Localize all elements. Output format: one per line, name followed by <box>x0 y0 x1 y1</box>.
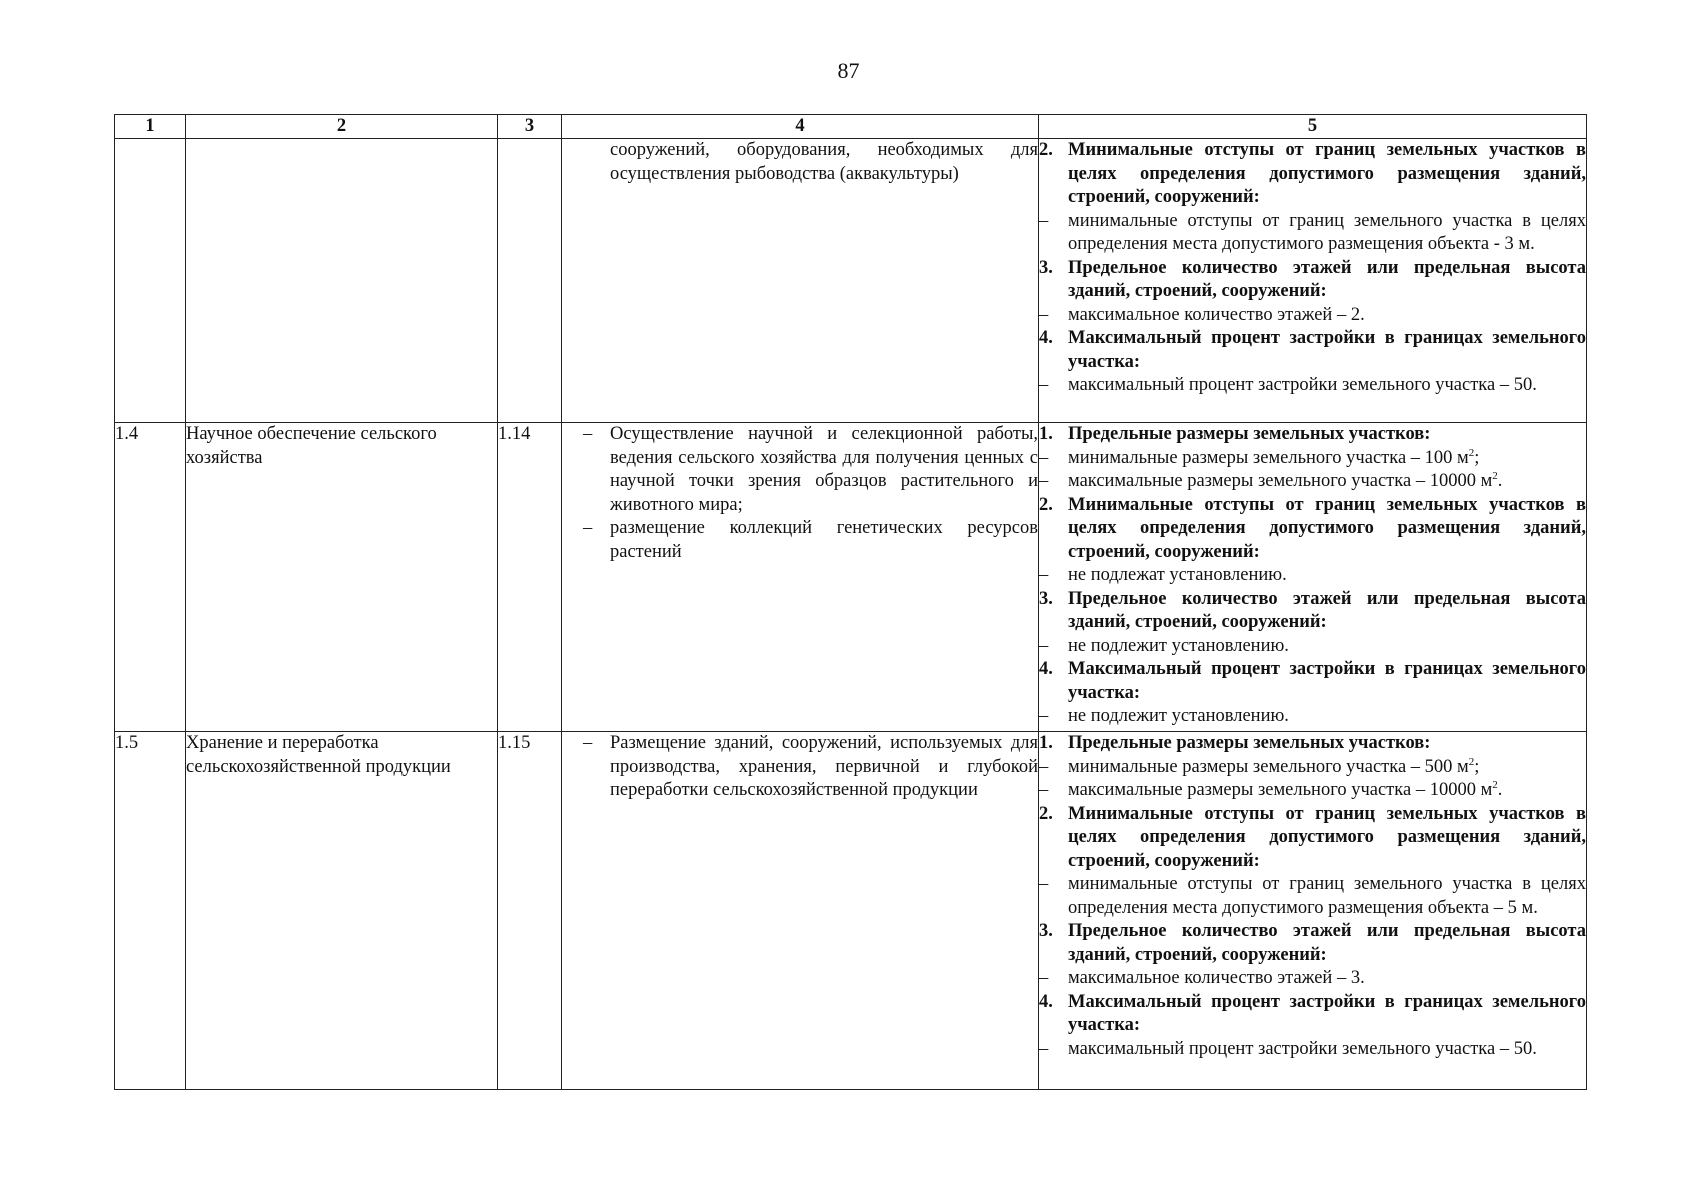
list-item <box>1039 374 1586 398</box>
parameters-cell <box>1039 423 1587 732</box>
use-code-cell <box>498 139 562 423</box>
item-text-suffix: . <box>1497 780 1503 800</box>
dash-marker: – <box>1039 447 1049 468</box>
section-number: 2. <box>1039 803 1053 824</box>
item-text <box>1068 327 1586 374</box>
section-number: 2. <box>1039 140 1053 160</box>
dash-marker: – <box>1039 565 1049 585</box>
parameters-list <box>1039 732 1586 1061</box>
description-list <box>583 732 1038 803</box>
dash-marker: – <box>583 518 593 538</box>
item-text <box>1068 304 1586 328</box>
section-number: 3. <box>1039 921 1053 941</box>
section-heading <box>1039 327 1586 374</box>
parameters-list <box>1039 423 1586 729</box>
item-text-body: не подлежит установлению. <box>1068 706 1289 726</box>
item-text <box>1068 705 1586 729</box>
parameters-cell <box>1039 732 1587 1090</box>
list-item <box>583 517 1038 564</box>
item-text <box>1068 779 1586 803</box>
item-text <box>1068 756 1586 780</box>
item-text <box>1068 991 1586 1038</box>
dash-marker: – <box>1039 635 1049 656</box>
item-text-body: минимальные размеры земельного участка – 500 м <box>1068 756 1469 777</box>
section-heading <box>1039 732 1586 756</box>
section-heading <box>1039 423 1586 447</box>
section-number: 2. <box>1039 494 1053 515</box>
section-heading <box>1039 588 1586 635</box>
list-item <box>1039 635 1586 659</box>
item-text-body: максимальное количество этажей – 3. <box>1068 968 1365 988</box>
table-row <box>115 139 1587 423</box>
item-text <box>1068 257 1586 304</box>
section-heading <box>1039 920 1586 967</box>
item-text <box>1068 920 1586 967</box>
item-text-body: не подлежат установлению. <box>1068 565 1287 585</box>
header-col-2: 2 <box>186 115 498 139</box>
dash-marker: – <box>1039 1038 1049 1059</box>
header-col-1: 1 <box>115 115 186 139</box>
item-text <box>610 732 1038 803</box>
item-text <box>1068 494 1586 565</box>
item-text-body: Размещение зданий, сооружений, используемых для производства, хранения, первичной и глубокой переработки сельскохозяйственной продукции <box>610 733 1038 800</box>
use-name-cell: Научное обеспечение сельского хозяйства <box>186 423 498 732</box>
section-number: 3. <box>1039 588 1053 609</box>
list-item <box>1039 470 1586 494</box>
section-number: 1. <box>1039 733 1053 753</box>
list-item <box>1039 1038 1586 1062</box>
use-name-cell: Хранение и переработка сельскохозяйственной продукции <box>186 732 498 1090</box>
item-text-body: минимальные отступы от границ земельного участка в целях определения места допустимого размещения объекта – 5 м. <box>1068 874 1586 918</box>
item-text <box>1068 873 1586 920</box>
item-text-body: Предельное количество этажей или предельная высота зданий, строений, сооружений: <box>1068 257 1586 301</box>
item-text <box>1068 447 1586 471</box>
item-text-body: максимальный процент застройки земельного участка – 50. <box>1068 375 1537 395</box>
list-item <box>1039 304 1586 328</box>
item-text <box>1068 470 1586 494</box>
dash-marker: – <box>1039 968 1049 988</box>
dash-marker: – <box>1039 471 1049 491</box>
use-description-cell <box>562 732 1039 1090</box>
list-item <box>1039 756 1586 780</box>
item-text <box>1068 374 1586 398</box>
item-text-body: Максимальный процент застройки в границах земельного участка: <box>1068 659 1586 703</box>
use-description-cell <box>562 139 1039 423</box>
item-text-body: Минимальные отступы от границ земельных участков в целях определения допустимого размещения зданий, строений, сооружений: <box>1068 494 1586 562</box>
item-text-body: максимальные размеры земельного участка – 10000 м <box>1068 780 1493 800</box>
dash-marker: – <box>1039 780 1049 800</box>
list-item <box>1039 967 1586 991</box>
list-item <box>1039 564 1586 588</box>
item-text-suffix: ; <box>1474 447 1480 468</box>
item-text <box>1068 588 1586 635</box>
list-item <box>583 423 1038 517</box>
item-text <box>1068 967 1586 991</box>
use-code-cell: 1.15 <box>498 732 562 1090</box>
item-text <box>1068 1038 1586 1062</box>
use-description-cell <box>562 423 1039 732</box>
description-list <box>583 423 1038 564</box>
item-text-body: Максимальный процент застройки в границах земельного участка: <box>1068 328 1586 372</box>
item-text-body: Минимальные отступы от границ земельных участков в целях определения допустимого размещения зданий, строений, сооружений: <box>1068 803 1586 871</box>
item-text-body: максимальный процент застройки земельного участка – 50. <box>1068 1038 1537 1059</box>
header-col-5: 5 <box>1039 115 1587 139</box>
superscript: 2 <box>1492 778 1498 791</box>
description-text: сооружений, оборудования, необходимых для осуществления рыбоводства (аквакультуры) <box>610 140 1038 184</box>
section-heading <box>1039 803 1586 874</box>
dash-marker: – <box>1039 756 1049 777</box>
superscript: 2 <box>1468 755 1475 768</box>
parameters-cell <box>1039 139 1587 423</box>
item-text-body: максимальное количество этажей – 2. <box>1068 304 1365 325</box>
item-text <box>610 423 1038 517</box>
section-heading <box>1039 991 1586 1038</box>
dash-marker: – <box>583 733 593 753</box>
item-text <box>1068 635 1586 659</box>
table-row <box>115 423 1587 732</box>
item-text <box>1068 732 1586 756</box>
table-row <box>115 732 1587 1090</box>
header-col-3: 3 <box>498 115 562 139</box>
section-heading <box>1039 139 1586 210</box>
dash-marker: – <box>1039 706 1049 726</box>
item-text <box>1068 564 1586 588</box>
section-number: 3. <box>1039 257 1053 278</box>
dash-marker: – <box>1039 874 1049 894</box>
dash-marker: – <box>1039 304 1049 325</box>
item-text-body: Предельные размеры земельных участков: <box>1068 733 1431 753</box>
use-code-cell: 1.14 <box>498 423 562 732</box>
row-number-cell: 1.4 <box>115 423 186 732</box>
section-number: 4. <box>1039 659 1053 679</box>
dash-marker: – <box>1039 375 1049 395</box>
page-number: 87 <box>837 58 860 83</box>
regulations-table <box>114 114 1587 1090</box>
item-text-body: Минимальные отступы от границ земельных участков в целях определения допустимого размещения зданий, строений, сооружений: <box>1068 140 1586 207</box>
row-number-cell: 1.5 <box>115 732 186 1090</box>
header-col-4: 4 <box>562 115 1039 139</box>
item-text-body: не подлежит установлению. <box>1068 635 1289 656</box>
item-text <box>1068 210 1586 257</box>
header-row <box>115 115 1587 139</box>
use-name-cell <box>186 139 498 423</box>
item-text <box>1068 423 1586 447</box>
item-text-body: Максимальный процент застройки в границах земельного участка: <box>1068 991 1586 1035</box>
row-number-cell <box>115 139 186 423</box>
item-text <box>1068 139 1586 210</box>
item-text-body: минимальные размеры земельного участка – 100 м <box>1068 447 1469 468</box>
list-item <box>1039 779 1586 803</box>
section-number: 1. <box>1039 424 1053 444</box>
list-item <box>1039 210 1586 257</box>
section-heading <box>1039 494 1586 565</box>
section-number: 4. <box>1039 328 1053 348</box>
list-item <box>1039 447 1586 471</box>
section-number: 4. <box>1039 991 1053 1012</box>
item-text-body: максимальные размеры земельного участка – 10000 м <box>1068 471 1493 491</box>
superscript: 2 <box>1492 469 1498 482</box>
list-item <box>1039 873 1586 920</box>
item-text <box>610 517 1038 564</box>
item-text-body: размещение коллекций генетических ресурсов растений <box>610 518 1038 562</box>
item-text-body: Предельные размеры земельных участков: <box>1068 424 1431 444</box>
section-heading <box>1039 257 1586 304</box>
superscript: 2 <box>1468 446 1475 459</box>
item-text-body: Осуществление научной и селекционной работы, ведения сельского хозяйства для получения ценных с научной точки зрения образцов растительного и животного мира; <box>610 424 1038 515</box>
item-text <box>1068 658 1586 705</box>
item-text <box>1068 803 1586 874</box>
item-text-suffix: ; <box>1474 756 1480 777</box>
section-heading <box>1039 658 1586 705</box>
item-text-body: минимальные отступы от границ земельного участка в целях определения места допустимого размещения объекта - 3 м. <box>1068 210 1586 254</box>
parameters-list <box>1039 139 1586 398</box>
dash-marker: – <box>1039 210 1049 231</box>
list-item <box>583 732 1038 803</box>
dash-marker: – <box>583 424 593 444</box>
item-text-suffix: . <box>1497 471 1503 491</box>
item-text-body: Предельное количество этажей или предельная высота зданий, строений, сооружений: <box>1068 921 1586 965</box>
list-item <box>1039 705 1586 729</box>
item-text-body: Предельное количество этажей или предельная высота зданий, строений, сооружений: <box>1068 588 1586 632</box>
